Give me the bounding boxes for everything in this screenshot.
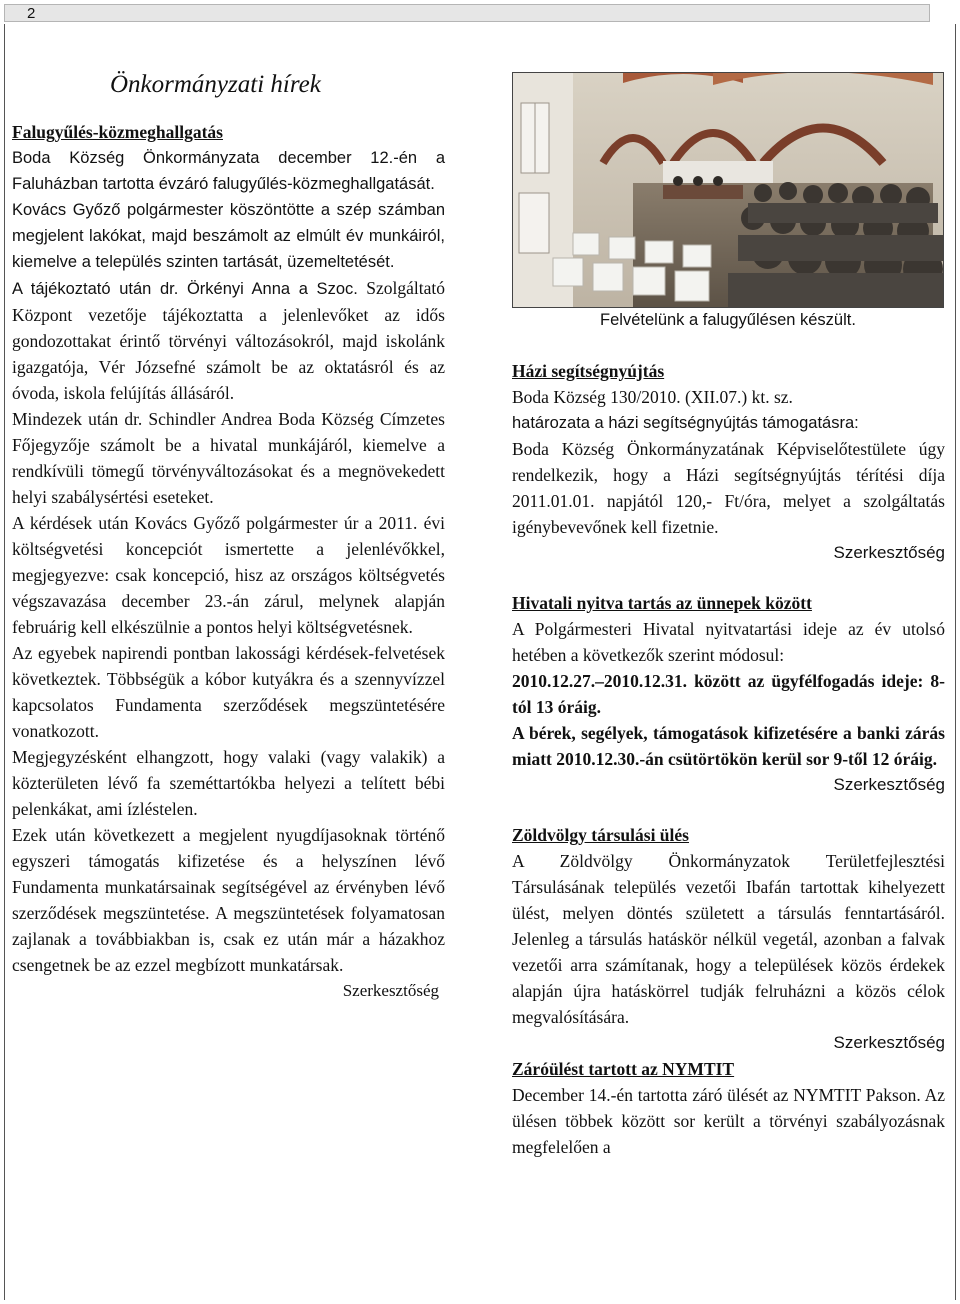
article-nyitva-tartas [512,590,945,798]
article-paragraph: Boda Község Önkormányzata december 12.-én a Faluházban tartotta évzáró falugyűlés-közmeghallgatását. [12,149,445,193]
article-paragraph [12,275,445,406]
article-paragraph: Boda Község Önkormányzatának Képviselőtestülete úgy rendelkezik, hogy a Házi segítségnyújtás térítési díja 2011.01.01. napjától 120,- Ft/óra, melyet a szolgáltatás igénybevevőnek kell fizetnie. [512,439,945,537]
article-paragraph: Az egyebek napirendi pontban lakossági kérdések-felvetések következtek. Többségük a kóbor kutyákra és a szennyvízzel kapcsolatos Fundamenta szerződések megszüntetésére vonatkozott. [12,643,445,741]
article-paragraph: Kovács Győző polgármester köszöntötte a szép számban megjelent lakókat, majd beszámolt az elmúlt év munkáiról, kiemelve a település szinten tartását, üzemeltetését. [12,201,445,271]
article-falugyules [12,119,445,1004]
right-column [512,358,945,1160]
article-heading: Falugyűlés-közmeghallgatás [12,122,223,142]
article-paragraph: Boda Község 130/2010. (XII.07.) kt. sz. [512,387,793,407]
article-paragraph: 2010.12.27.–2010.12.31. között az ügyfélfogadás ideje: 8-tól 13 óráig. [512,671,945,717]
page-number: 2 [27,5,36,22]
article-nymtit [512,1056,945,1160]
signature: Szerkesztőség [833,1033,945,1052]
photo-caption: Felvételünk a falugyűlésen készült. [600,311,856,329]
article-zoldvolgy [512,822,945,1056]
signature: Szerkesztőség [342,981,439,1000]
article-paragraph: Ezek után következett a megjelent nyugdíjasoknak történő egyszeri támogatás kifizetése és a helyszínen lévő Fundamenta munkatársainak segítségével az érvényben lévő szerződések megszüntetése. A megszüntetések folyamatosan zajlanak a továbbiakban is, csak ez után már a házakhoz csengetnek be az ezzel megbízott munkatársak. [12,825,445,975]
article-heading: Zöldvölgy társulási ülés [512,825,689,845]
article-paragraph: A bérek, segélyek, támogatások kifizetésére a banki zárás miatt 2010.12.30.-án csütörtökön kerül sor 9-től 12 óráig. [512,723,945,769]
article-paragraph: A kérdések után Kovács Győző polgármester úr a 2011. évi költségvetési koncepciót ismertette a jelenlévőkkel, megjegyezve: csak koncepció, hisz az országos költségvetés végszavazása december 23.-án zárul, melynek alapján februárig kell elkészülnie a pontos helyi költségvetésnek. [12,513,445,637]
meeting-photo [512,72,944,308]
signature: Szerkesztőség [833,775,945,794]
article-paragraph: Mindezek után dr. Schindler Andrea Boda Község Címzetes Főjegyzője számolt be a hivatal munkájáról, kiemelve a rendkívüli tömegű törvényváltozásokat és a megnövekedett helyi szabálysértési eseteket. [12,409,445,507]
article-text: Szolgáltató Központ vezetője tájékoztatta a jelenlevőket az idős gondozottakat érintő törvényi változásokról, majd iskolánk igazgatója, Vér Józsefné számolt be az oktatásról és az óvoda, iskola felújítás állásáról. [12,278,446,403]
article-heading: Záróülést tartott az NYMTIT [512,1059,735,1079]
article-heading: Házi segítségnyújtás [512,361,665,381]
article-paragraph: Megjegyzésként elhangzott, hogy valaki (vagy valakik) a közterületen lévő fa szeméttartókba helyezi a telített bébi pelenkákat, ami ízléstelen. [12,747,445,819]
section-gap [512,566,945,590]
article-paragraph: December 14.-én tartotta záró ülését az NYMTIT Pakson. Az ülésen többek között sor került a törvényi szabályozásnak megfelelően a [512,1085,945,1157]
article-paragraph: A Zöldvölgy Önkormányzatok Területfejlesztési Társulásának település vezetői Ibafán tartottak kihelyezett ülést, melyen döntés született a társulás fenntartásáról. Jelenleg a társulás hatáskör nélkül vegetál, azonban a falvak vezetői arra számítanak, hogy a települések közös érdekek alapján újra hatáskörrel tudják felruházni a közös célok megvalósítására. [512,851,945,1027]
meeting-photo-illustration [513,73,944,308]
page-header-bar [4,4,930,22]
article-paragraph: A Polgármesteri Hivatal nyitvatartási ideje az év utolsó hetében a következők szerint módosul: [512,619,945,665]
section-gap [512,798,945,822]
article-heading: Hivatali nyitva tartás az ünnepek között [512,593,812,613]
article-hazi-segitsegnyujtas [512,358,945,566]
page-title: Önkormányzati hírek [110,71,321,98]
signature: Szerkesztőség [833,543,945,562]
article-text: A tájékoztató után dr. Örkényi Anna a Szoc. [12,280,358,298]
article-paragraph: határozata a házi segítségnyújtás támogatásra: [512,414,859,432]
